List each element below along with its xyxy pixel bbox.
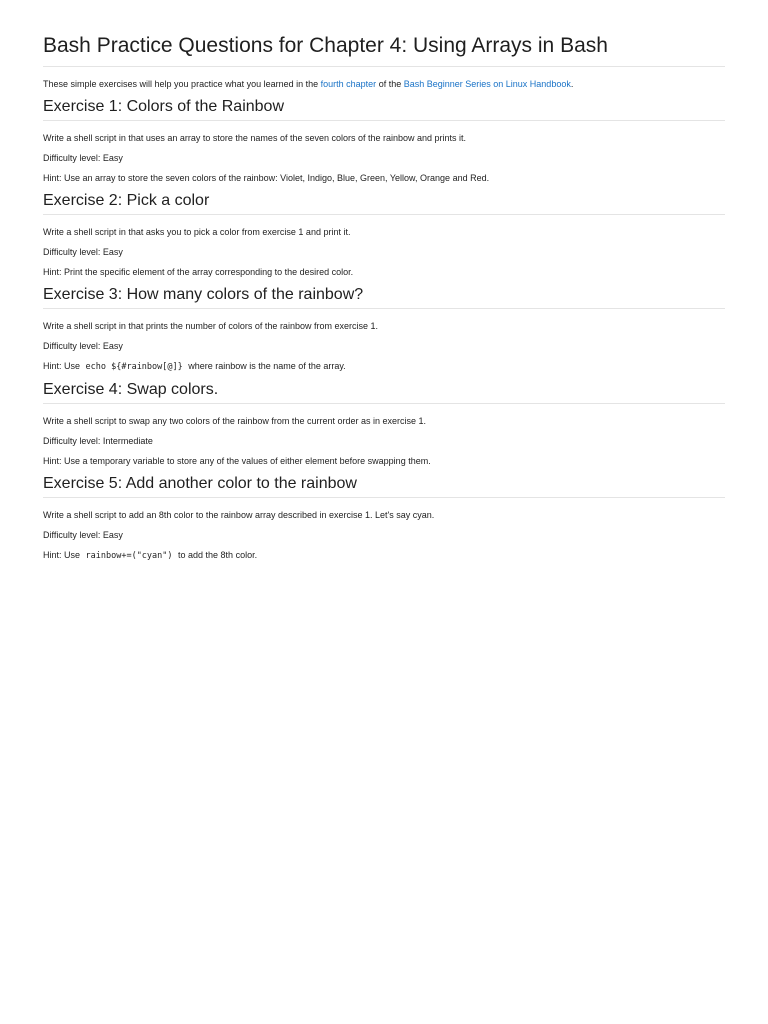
exercise-2-difficulty: Difficulty level: Easy [43, 247, 123, 257]
exercise-2-hint: Hint: Print the specific element of the array corresponding to the desired color. [43, 267, 354, 277]
intro-text-middle: of the [376, 79, 404, 89]
exercise-1-section [43, 96, 725, 184]
fourth-chapter-link[interactable]: fourth chapter [320, 79, 377, 89]
exercise-4-difficulty: Difficulty level: Intermediate [43, 436, 153, 446]
exercise-5-heading: Exercise 5: Add another color to the rainbow [43, 473, 725, 498]
exercise-3-section [43, 284, 725, 373]
exercise-3-task: Write a shell script in that prints the number of colors of the rainbow from exercise 1. [43, 321, 378, 331]
exercise-3-heading: Exercise 3: How many colors of the rainbow? [43, 284, 725, 309]
intro-text-before: These simple exercises will help you practice what you learned in the [43, 79, 321, 89]
intro-paragraph [43, 78, 725, 90]
page-title: Bash Practice Questions for Chapter 4: Using Arrays in Bash [43, 32, 725, 67]
exercise-5-hint-after: to add the 8th color. [175, 550, 258, 560]
exercise-1-hint: Hint: Use an array to store the seven colors of the rainbow: Violet, Indigo, Blue, Green, Yellow, Orange and Red. [43, 173, 490, 183]
exercise-1-heading: Exercise 1: Colors of the Rainbow [43, 96, 725, 121]
exercise-5-task: Write a shell script to add an 8th color to the rainbow array described in exercise 1. Let's say cyan. [43, 510, 435, 520]
bash-beginner-series-link[interactable]: Bash Beginner Series on Linux Handbook [403, 79, 571, 89]
exercise-5-difficulty: Difficulty level: Easy [43, 530, 123, 540]
exercise-4-task: Write a shell script to swap any two colors of the rainbow from the current order as in exercise 1. [43, 416, 426, 426]
exercise-3-hint [43, 360, 725, 373]
exercise-2-task: Write a shell script in that asks you to pick a color from exercise 1 and print it. [43, 227, 351, 237]
exercise-4-hint: Hint: Use a temporary variable to store any of the values of either element before swapping them. [43, 456, 431, 466]
exercise-1-difficulty: Difficulty level: Easy [43, 153, 123, 163]
exercise-2-heading: Exercise 2: Pick a color [43, 190, 725, 215]
intro-text-after: . [570, 79, 574, 89]
exercise-5-hint-before: Hint: Use [43, 550, 83, 560]
exercise-5-section [43, 473, 725, 562]
exercise-3-difficulty: Difficulty level: Easy [43, 341, 123, 351]
exercise-5-hint [43, 549, 725, 562]
exercise-2-section [43, 190, 725, 278]
exercise-3-hint-after: where rainbow is the name of the array. [185, 361, 346, 371]
exercise-1-task: Write a shell script in that uses an array to store the names of the seven colors of the rainbow and prints it. [43, 133, 467, 143]
exercise-5-hint-code: rainbow+=("cyan") [85, 551, 173, 561]
exercise-3-hint-before: Hint: Use [43, 361, 83, 371]
exercise-4-heading: Exercise 4: Swap colors. [43, 379, 725, 404]
exercise-4-section [43, 379, 725, 467]
exercise-3-hint-code: echo ${#rainbow[@]} [85, 362, 183, 372]
